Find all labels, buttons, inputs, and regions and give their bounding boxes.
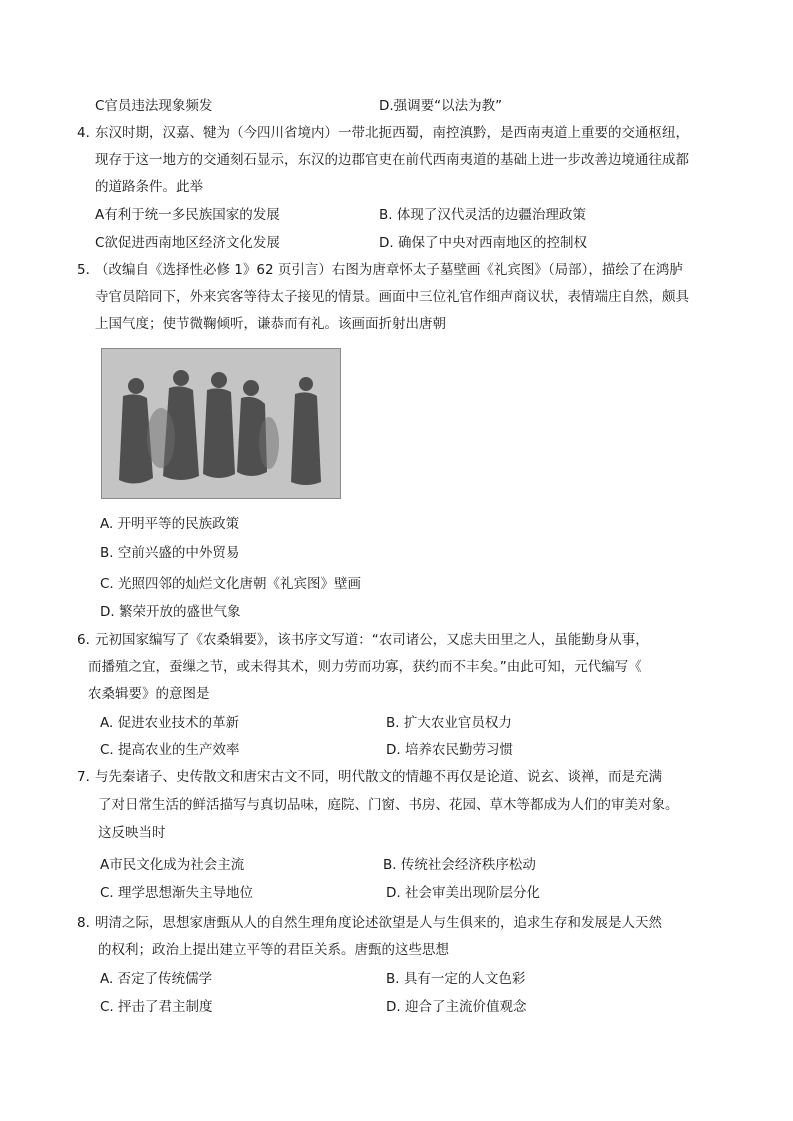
q5-stem-line-3: 上国气度；使节微鞠倾听，谦恭而有礼。该画面折射出唐朝 xyxy=(95,316,446,332)
q7-stem-line-1: 与先秦诸子、史传散文和唐宋古文不同，明代散文的情趣不再仅是论道、说玄、谈禅，而是充满 xyxy=(95,769,662,785)
q7-number: 7． xyxy=(77,769,100,785)
q4-stem-line-2: 现存于这一地方的交通刻石显示，东汉的边郡官吏在前代西南夷道的基础上进一步改善边境通往成都 xyxy=(95,152,689,168)
q5-number: 5． xyxy=(77,262,100,278)
q5-stem-line-1: （改编自《选择性必修 1》62 页引言）右图为唐章怀太子墓壁画《礼宾图》（局部），描绘了在鸿胪 xyxy=(95,262,683,278)
q4-option-a: A有利于统一多民族国家的发展 xyxy=(95,207,280,223)
q6-option-d: D. 培养农民勤劳习惯 xyxy=(386,742,513,758)
q7-option-b: B. 传统社会经济秩序松动 xyxy=(383,857,536,873)
q8-option-d: D. 迎合了主流价值观念 xyxy=(386,999,527,1015)
q7-option-a: A市民文化成为社会主流 xyxy=(100,857,245,873)
q6-option-b: B. 扩大农业官员权力 xyxy=(386,715,512,731)
q6-option-a: A. 促进农业技术的革新 xyxy=(100,715,240,731)
q4-option-d: D. 确保了中央对西南地区的控制权 xyxy=(379,235,587,251)
q4-option-c: C欲促进西南地区经济文化发展 xyxy=(95,235,280,251)
q8-option-c: C. 抨击了君主制度 xyxy=(100,999,213,1015)
q4-stem-line-1: 东汉时期，汉嘉、犍为（今四川省境内）一带北扼西蜀，南控滇黔，是西南夷道上重要的交通枢纽， xyxy=(95,125,689,141)
q5-option-a: A. 开明平等的民族政策 xyxy=(100,516,240,532)
q4-option-b: B. 体现了汉代灵活的边疆治理政策 xyxy=(379,207,586,223)
mural-figures-illustration xyxy=(101,348,341,499)
q8-stem-line-2: 的权利；政治上提出建立平等的君臣关系。唐甄的这些思想 xyxy=(98,942,449,958)
q7-stem-line-2: 了对日常生活的鲜活描写与真切品味，庭院、门窗、书房、花园、草木等都成为人们的审美对象。 xyxy=(98,797,679,813)
q5-option-c: C. 光照四邻的灿烂文化唐朝《礼宾图》壁画 xyxy=(100,576,362,592)
q7-option-c: C. 理学思想渐失主导地位 xyxy=(100,885,254,901)
libintu-mural-image xyxy=(101,348,341,499)
q3-option-c: C官员违法现象频发 xyxy=(95,98,213,114)
q6-stem-line-3: 农桑辑要》的意图是 xyxy=(88,686,210,702)
q6-stem-line-2: 而播殖之宜，蚕缫之节，或未得其术，则力劳而功寡，获约而不丰矣。”由此可知，元代编写《 xyxy=(88,659,642,675)
q3-option-d: D.强调要“以法为教” xyxy=(379,98,503,114)
q8-option-a: A. 否定了传统儒学 xyxy=(100,971,213,987)
q5-stem-line-2: 寺官员陪同下，外来宾客等待太子接见的情景。画面中三位礼官作细声商议状，表情端庄自然，颇具 xyxy=(95,289,689,305)
q6-option-c: C. 提高农业的生产效率 xyxy=(100,742,240,758)
q7-option-d: D. 社会审美出现阶层分化 xyxy=(386,885,540,901)
q4-number: 4． xyxy=(77,125,100,141)
q8-option-b: B. 具有一定的人文色彩 xyxy=(386,971,526,987)
q5-option-d: D. 繁荣开放的盛世气象 xyxy=(100,604,241,620)
q6-number: 6． xyxy=(77,632,100,648)
q6-stem-line-1: 元初国家编写了《农桑辑要》，该书序文写道：“农司诸公，又虑夫田里之人，虽能勤身从事， xyxy=(95,632,649,648)
q8-number: 8． xyxy=(77,915,100,931)
q5-option-b: B. 空前兴盛的中外贸易 xyxy=(100,545,240,561)
q7-stem-line-3: 这反映当时 xyxy=(98,825,166,841)
q8-stem-line-1: 明清之际，思想家唐甄从人的自然生理角度论述欲望是人与生俱来的，追求生存和发展是人天然 xyxy=(95,915,662,931)
q4-stem-line-3: 的道路条件。此举 xyxy=(95,179,203,195)
